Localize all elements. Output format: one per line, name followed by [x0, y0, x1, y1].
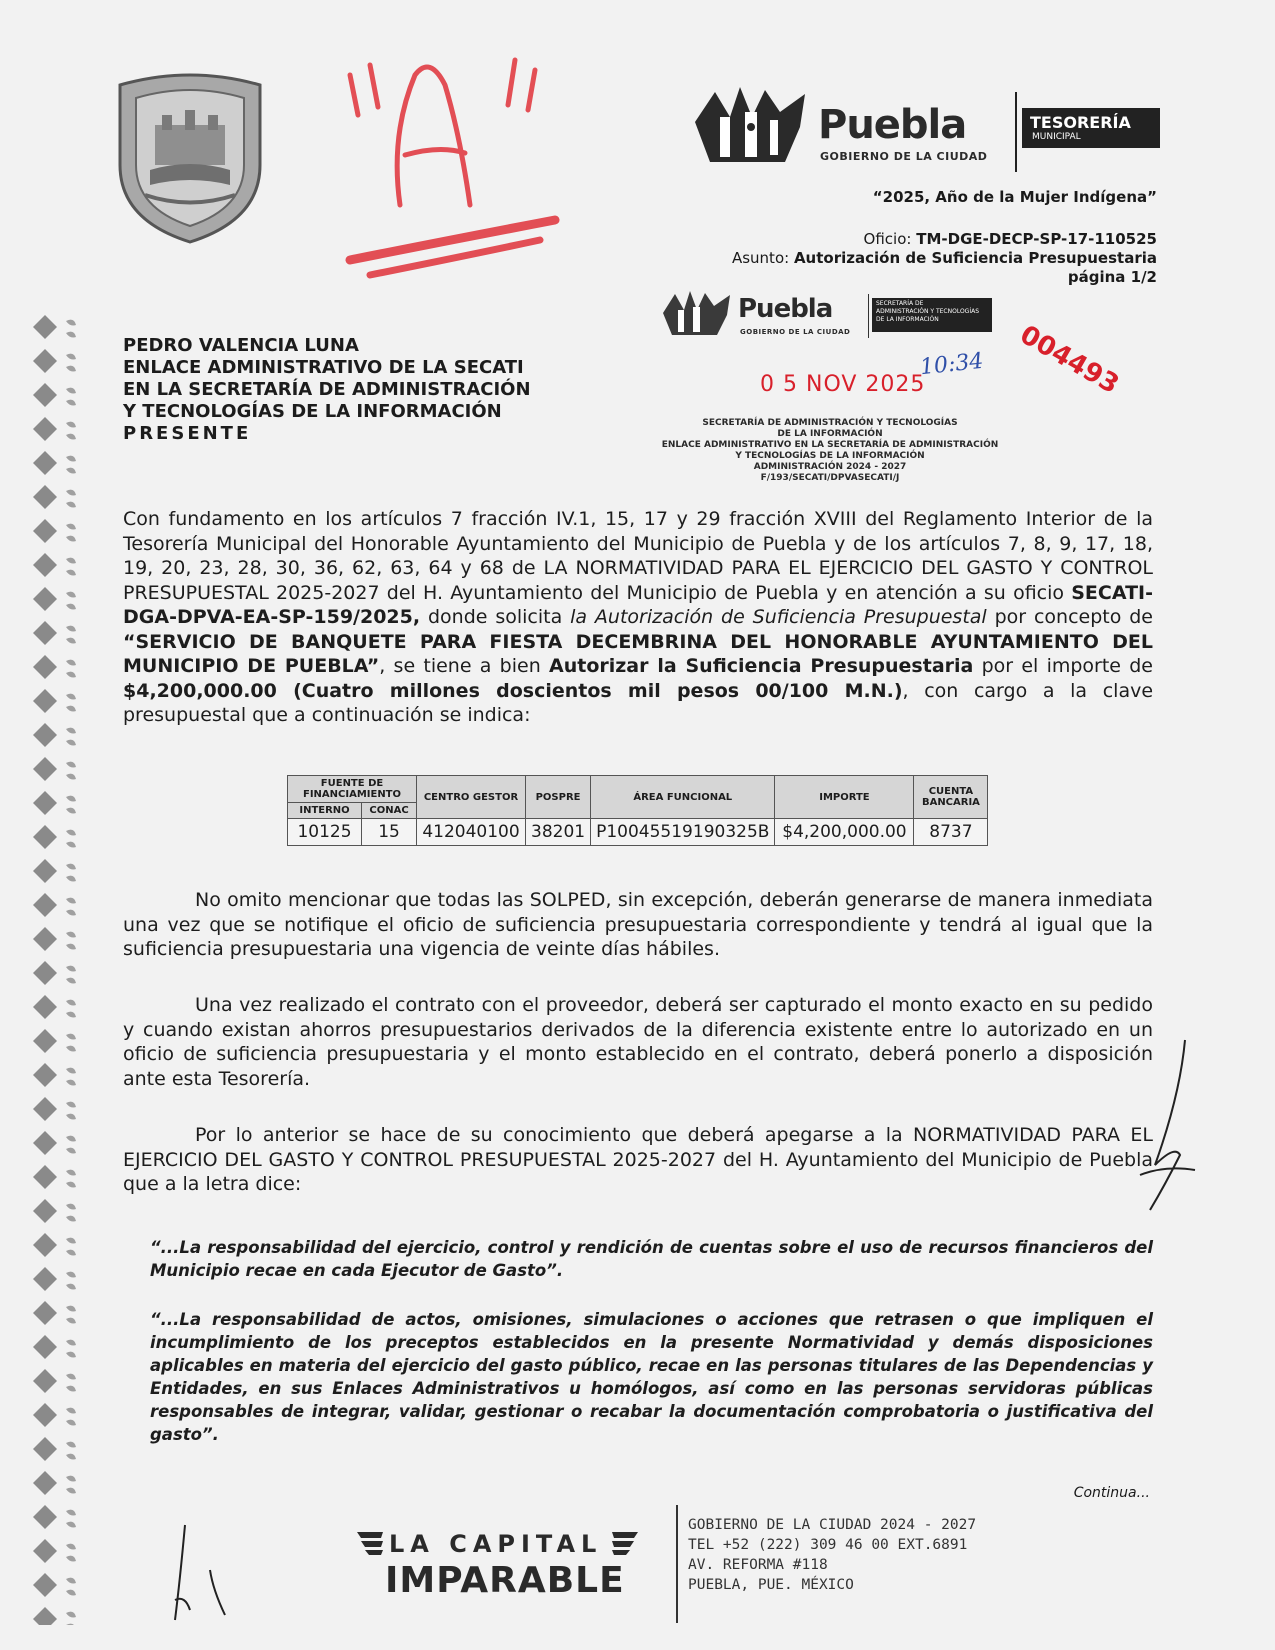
- logo-sub: GOBIERNO DE LA CIUDAD: [820, 150, 988, 163]
- border-leaf: [66, 1442, 76, 1460]
- stamp-line: SECRETARÍA DE ADMINISTRACIÓN Y TECNOLOGÍAS: [702, 418, 958, 428]
- border-diamond: [33, 689, 57, 713]
- continua-label: Continua...: [1073, 1485, 1150, 1501]
- border-diamond: [33, 893, 57, 917]
- border-leaf: [66, 694, 76, 712]
- stamp-date: 0 5 NOV 2025: [760, 372, 926, 397]
- cell-cuenta: 8737: [914, 819, 988, 846]
- th-interno: INTERNO: [288, 803, 362, 819]
- border-diamond: [33, 859, 57, 883]
- th-conac: CONAC: [362, 803, 417, 819]
- p1-concept: “SERVICIO DE BANQUETE PARA FIESTA DECEMBRINA DEL HONORABLE AYUNTAMIENTO DEL MUNICIPIO DE PUEBLA”: [123, 630, 1153, 677]
- reception-stamp: [650, 288, 1030, 498]
- border-leaf: [66, 592, 76, 610]
- border-leaf: [66, 1306, 76, 1324]
- stamp-text-block: [650, 418, 1010, 484]
- oficio-label: Oficio:: [863, 230, 912, 248]
- border-leaf: [66, 1510, 76, 1528]
- border-diamond: [33, 723, 57, 747]
- border-leaf: [66, 762, 76, 780]
- border-leaf: [66, 660, 76, 678]
- p1-text: donde solicita: [420, 606, 571, 628]
- border-leaf: [66, 490, 76, 508]
- paragraph-4: Por lo anterior se hace de su conocimiento que deberá apegarse a la NORMATIVIDAD PARA EL EJERCICIO DEL GASTO Y CONTROL PRESUPUESTAL 2025-2027 del H. Ayuntamiento del Municipio de Puebla que a la letra dice:: [123, 1124, 1153, 1195]
- budget-table: [287, 775, 988, 846]
- stamp-dept-line2: ADMINISTRACIÓN Y TECNOLOGÍAS: [876, 308, 980, 315]
- border-diamond: [33, 1403, 57, 1427]
- p1-text: , con cargo a la clave presupuestal que a continuación se indica:: [123, 679, 1154, 726]
- border-diamond: [33, 315, 57, 339]
- border-diamond: [33, 349, 57, 373]
- border-leaf: [66, 1340, 76, 1358]
- cell-pospre: 38201: [526, 819, 591, 846]
- dept-top: TESORERÍA: [1030, 113, 1131, 132]
- border-leaf: [66, 830, 76, 848]
- p1-text: , se tiene a bien: [379, 655, 549, 677]
- presente-label: PRESENTE: [123, 423, 252, 444]
- capital-big: IMPARABLE: [385, 1560, 625, 1601]
- border-diamond: [33, 825, 57, 849]
- border-leaf: [66, 1136, 76, 1154]
- stamp-logo-sub: GOBIERNO DE LA CIUDAD: [740, 328, 851, 336]
- stamp-dept-box: [872, 298, 992, 332]
- logo-divider: [1015, 92, 1017, 172]
- stamp-dept-line3: DE LA INFORMACIÓN: [876, 316, 939, 323]
- p1-text: Con fundamento en los artículos 7 fracción IV.1, 15, 17 y 29 fracción XVIII del Reglamento Interior de la Tesorería Municipal del Honorable Ayuntamiento del Municipio de Puebla y de los artículos 7, 8, 9, 17, 18, 19, 20, 23, 28, 30, 36, 62, 63, 64 y 68 de LA NORMATIVIDAD PARA EL EJERCICIO DEL GASTO Y CONTROL PRESUPUESTAL 2025-2027 del H. Ayuntamiento del Municipio de Puebla y en atención a su oficio: [123, 508, 1153, 604]
- border-diamond: [33, 1267, 57, 1291]
- addressee-line: EN LA SECRETARÍA DE ADMINISTRACIÓN: [123, 379, 531, 400]
- border-leaf: [66, 626, 76, 644]
- stamp-dept-line1: SECRETARÍA DE: [876, 300, 924, 307]
- footer-contact: [688, 1515, 976, 1595]
- paragraph-3: Una vez realizado el contrato con el proveedor, deberá ser capturado el monto exacto en su pedido y cuando existan ahorros presupuestarios derivados de la diferencia existente entre lo autorizado en un oficio de suficiencia presupuestaria y el monto establecido en el contrato, deberá ponerlo a disposición ante esta Tesorería.: [123, 994, 1153, 1090]
- border-diamond: [33, 1029, 57, 1053]
- stamp-divider: [868, 294, 869, 338]
- quote-1: “...La responsabilidad del ejercicio, control y rendición de cuentas sobre el uso de recursos financieros del Municipio recae en cada Ejecutor de Gasto”.: [150, 1238, 1153, 1280]
- p1-italic: la Autorización de Suficiencia Presupuestal: [570, 606, 987, 628]
- border-leaf: [66, 1102, 76, 1120]
- border-diamond: [33, 1199, 57, 1223]
- border-diamond: [33, 655, 57, 679]
- border-diamond: [33, 1607, 57, 1625]
- border-diamond: [33, 961, 57, 985]
- addressee-name: PEDRO VALENCIA LUNA: [123, 335, 359, 356]
- th-cuenta: CUENTA BANCARIA: [914, 776, 988, 819]
- handwritten-a-mark: [330, 35, 590, 295]
- contact-line: GOBIERNO DE LA CIUDAD 2024 - 2027: [688, 1517, 977, 1533]
- border-diamond: [33, 1471, 57, 1495]
- p1-authorize: Autorizar la Suficiencia Presupuestaria: [549, 655, 974, 677]
- border-diamond: [33, 451, 57, 475]
- la-capital-imparable-logo: [355, 1522, 645, 1622]
- border-leaf: [66, 1238, 76, 1256]
- dept-bottom: MUNICIPAL: [1032, 132, 1081, 142]
- contact-line: PUEBLA, PUE. MÉXICO: [688, 1577, 854, 1593]
- border-leaf: [66, 320, 76, 338]
- quote-2: “...La responsabilidad de actos, omisiones, simulaciones o acciones que retrasen o que impliquen el incumplimiento de los preceptos establecidos en la presente Normatividad y demás disposiciones aplicables en materia del ejercicio del gasto público, recae en las personas titulares de las Dependencias y Entidades, en sus Enlaces Administrativos u homólogos, así como en las personas servidoras públicas responsables de integrar, validar, gestionar o recabar la documentación comprobatoria o justificativa del gasto”.: [150, 1310, 1153, 1444]
- border-diamond: [33, 791, 57, 815]
- border-leaf: [66, 1408, 76, 1426]
- signature-right: [1135, 1035, 1215, 1235]
- cell-interno: 10125: [288, 819, 362, 846]
- wing-right-icon: [610, 1530, 640, 1556]
- capital-small: LA CAPITAL: [389, 1530, 603, 1558]
- border-leaf: [66, 1374, 76, 1392]
- border-diamond: [33, 1233, 57, 1257]
- border-diamond: [33, 519, 57, 543]
- addressee-line: ENLACE ADMINISTRATIVO DE LA SECATI: [123, 357, 524, 378]
- cell-area: P10045519190325B: [591, 819, 775, 846]
- border-diamond: [33, 621, 57, 645]
- border-leaf: [66, 728, 76, 746]
- border-leaf: [66, 456, 76, 474]
- border-diamond: [33, 1573, 57, 1597]
- oficio-value: TM-DGE-DECP-SP-17-110525: [916, 230, 1157, 248]
- border-leaf: [66, 1034, 76, 1052]
- border-leaf: [66, 524, 76, 542]
- addressee-line: Y TECNOLOGÍAS DE LA INFORMACIÓN: [123, 401, 502, 422]
- border-diamond: [33, 587, 57, 611]
- border-diamond: [33, 1437, 57, 1461]
- border-diamond: [33, 1539, 57, 1563]
- border-leaf: [66, 864, 76, 882]
- border-leaf: [66, 1476, 76, 1494]
- cell-centro: 412040100: [417, 819, 526, 846]
- footer-divider: [676, 1505, 678, 1623]
- puebla-tesoreria-logo: [690, 82, 1160, 177]
- border-diamond: [33, 417, 57, 441]
- border-diamond: [33, 1131, 57, 1155]
- stamp-emblem-icon: [660, 288, 735, 338]
- border-diamond: [33, 553, 57, 577]
- border-leaf: [66, 1000, 76, 1018]
- cell-importe: $4,200,000.00: [775, 819, 914, 846]
- border-leaf: [66, 966, 76, 984]
- border-diamond: [33, 1165, 57, 1189]
- border-diamond: [33, 757, 57, 781]
- border-diamond: [33, 1369, 57, 1393]
- border-leaf: [66, 1204, 76, 1222]
- table-row: [288, 819, 988, 846]
- page-label: página 1/2: [1067, 268, 1157, 286]
- p1-text: por el importe de: [973, 655, 1153, 677]
- border-diamond: [33, 1335, 57, 1359]
- stamp-line: Y TECNOLOGÍAS DE LA INFORMACIÓN: [735, 451, 925, 461]
- stamp-line: ADMINISTRACIÓN 2024 - 2027: [753, 462, 907, 472]
- stamp-time: 10:34: [918, 348, 985, 381]
- border-leaf: [66, 1578, 76, 1596]
- border-leaf: [66, 1068, 76, 1086]
- border-leaf: [66, 558, 76, 576]
- border-diamond: [33, 927, 57, 951]
- stamp-line: ENLACE ADMINISTRATIVO EN LA SECRETARÍA DE ADMINISTRACIÓN: [661, 440, 999, 450]
- border-leaf: [66, 898, 76, 916]
- contact-line: AV. REFORMA #118: [688, 1557, 828, 1573]
- year-motto: “2025, Año de la Mujer Indígena”: [872, 188, 1157, 206]
- th-fuente: FUENTE DE FINANCIAMIENTO: [288, 776, 417, 803]
- border-leaf: [66, 932, 76, 950]
- border-leaf: [66, 422, 76, 440]
- th-area: ÁREA FUNCIONAL: [591, 776, 775, 819]
- puebla-emblem-icon: [690, 82, 815, 167]
- city-seal-icon: [110, 70, 270, 245]
- asunto-label: Asunto:: [731, 249, 790, 267]
- decorative-border: [30, 315, 80, 1625]
- border-diamond: [33, 1097, 57, 1121]
- border-leaf: [66, 354, 76, 372]
- stamp-line: DE LA INFORMACIÓN: [777, 429, 883, 439]
- tesoreria-box: [1022, 108, 1160, 148]
- asunto-value: Autorización de Suficiencia Presupuestaria: [793, 249, 1157, 267]
- th-pospre: POSPRE: [526, 776, 591, 819]
- reference-block: [732, 230, 1157, 287]
- p1-text: por concepto de: [986, 606, 1153, 628]
- signature-left: [155, 1520, 235, 1630]
- border-diamond: [33, 1063, 57, 1087]
- wing-left-icon: [355, 1530, 385, 1556]
- stamp-logo-word: Puebla: [738, 294, 833, 324]
- border-diamond: [33, 1505, 57, 1529]
- contact-line: TEL +52 (222) 309 46 00 EXT.6891: [688, 1537, 968, 1553]
- border-leaf: [66, 1272, 76, 1290]
- border-leaf: [66, 388, 76, 406]
- border-leaf: [66, 1544, 76, 1562]
- border-diamond: [33, 383, 57, 407]
- p1-amount: $4,200,000.00 (Cuatro millones doscientos mil pesos 00/100 M.N.): [123, 679, 903, 702]
- p1-oficio-ref: SECATI-DGA-DPVA-EA-SP-159/2025,: [123, 581, 1153, 628]
- border-leaf: [66, 796, 76, 814]
- border-leaf: [66, 1170, 76, 1188]
- stamp-number: 004493: [1014, 319, 1124, 401]
- border-diamond: [33, 1301, 57, 1325]
- border-leaf: [66, 1612, 76, 1625]
- paragraph-2: No omito mencionar que todas las SOLPED, sin excepción, deberán generarse de manera inmediata una vez que se notifique el oficio de suficiencia presupuestaria correspondiente y tendrá al igual que la suficiencia presupuestaria una vigencia de veinte días hábiles.: [123, 889, 1153, 960]
- border-diamond: [33, 995, 57, 1019]
- cell-conac: 15: [362, 819, 417, 846]
- paragraph-1: [123, 507, 1153, 728]
- stamp-line: F/193/SECATI/DPVASECATI/J: [760, 473, 900, 483]
- th-centro: CENTRO GESTOR: [417, 776, 526, 819]
- logo-word: Puebla: [818, 102, 967, 148]
- border-diamond: [33, 485, 57, 509]
- addressee-block: [123, 335, 531, 445]
- th-importe: IMPORTE: [775, 776, 914, 819]
